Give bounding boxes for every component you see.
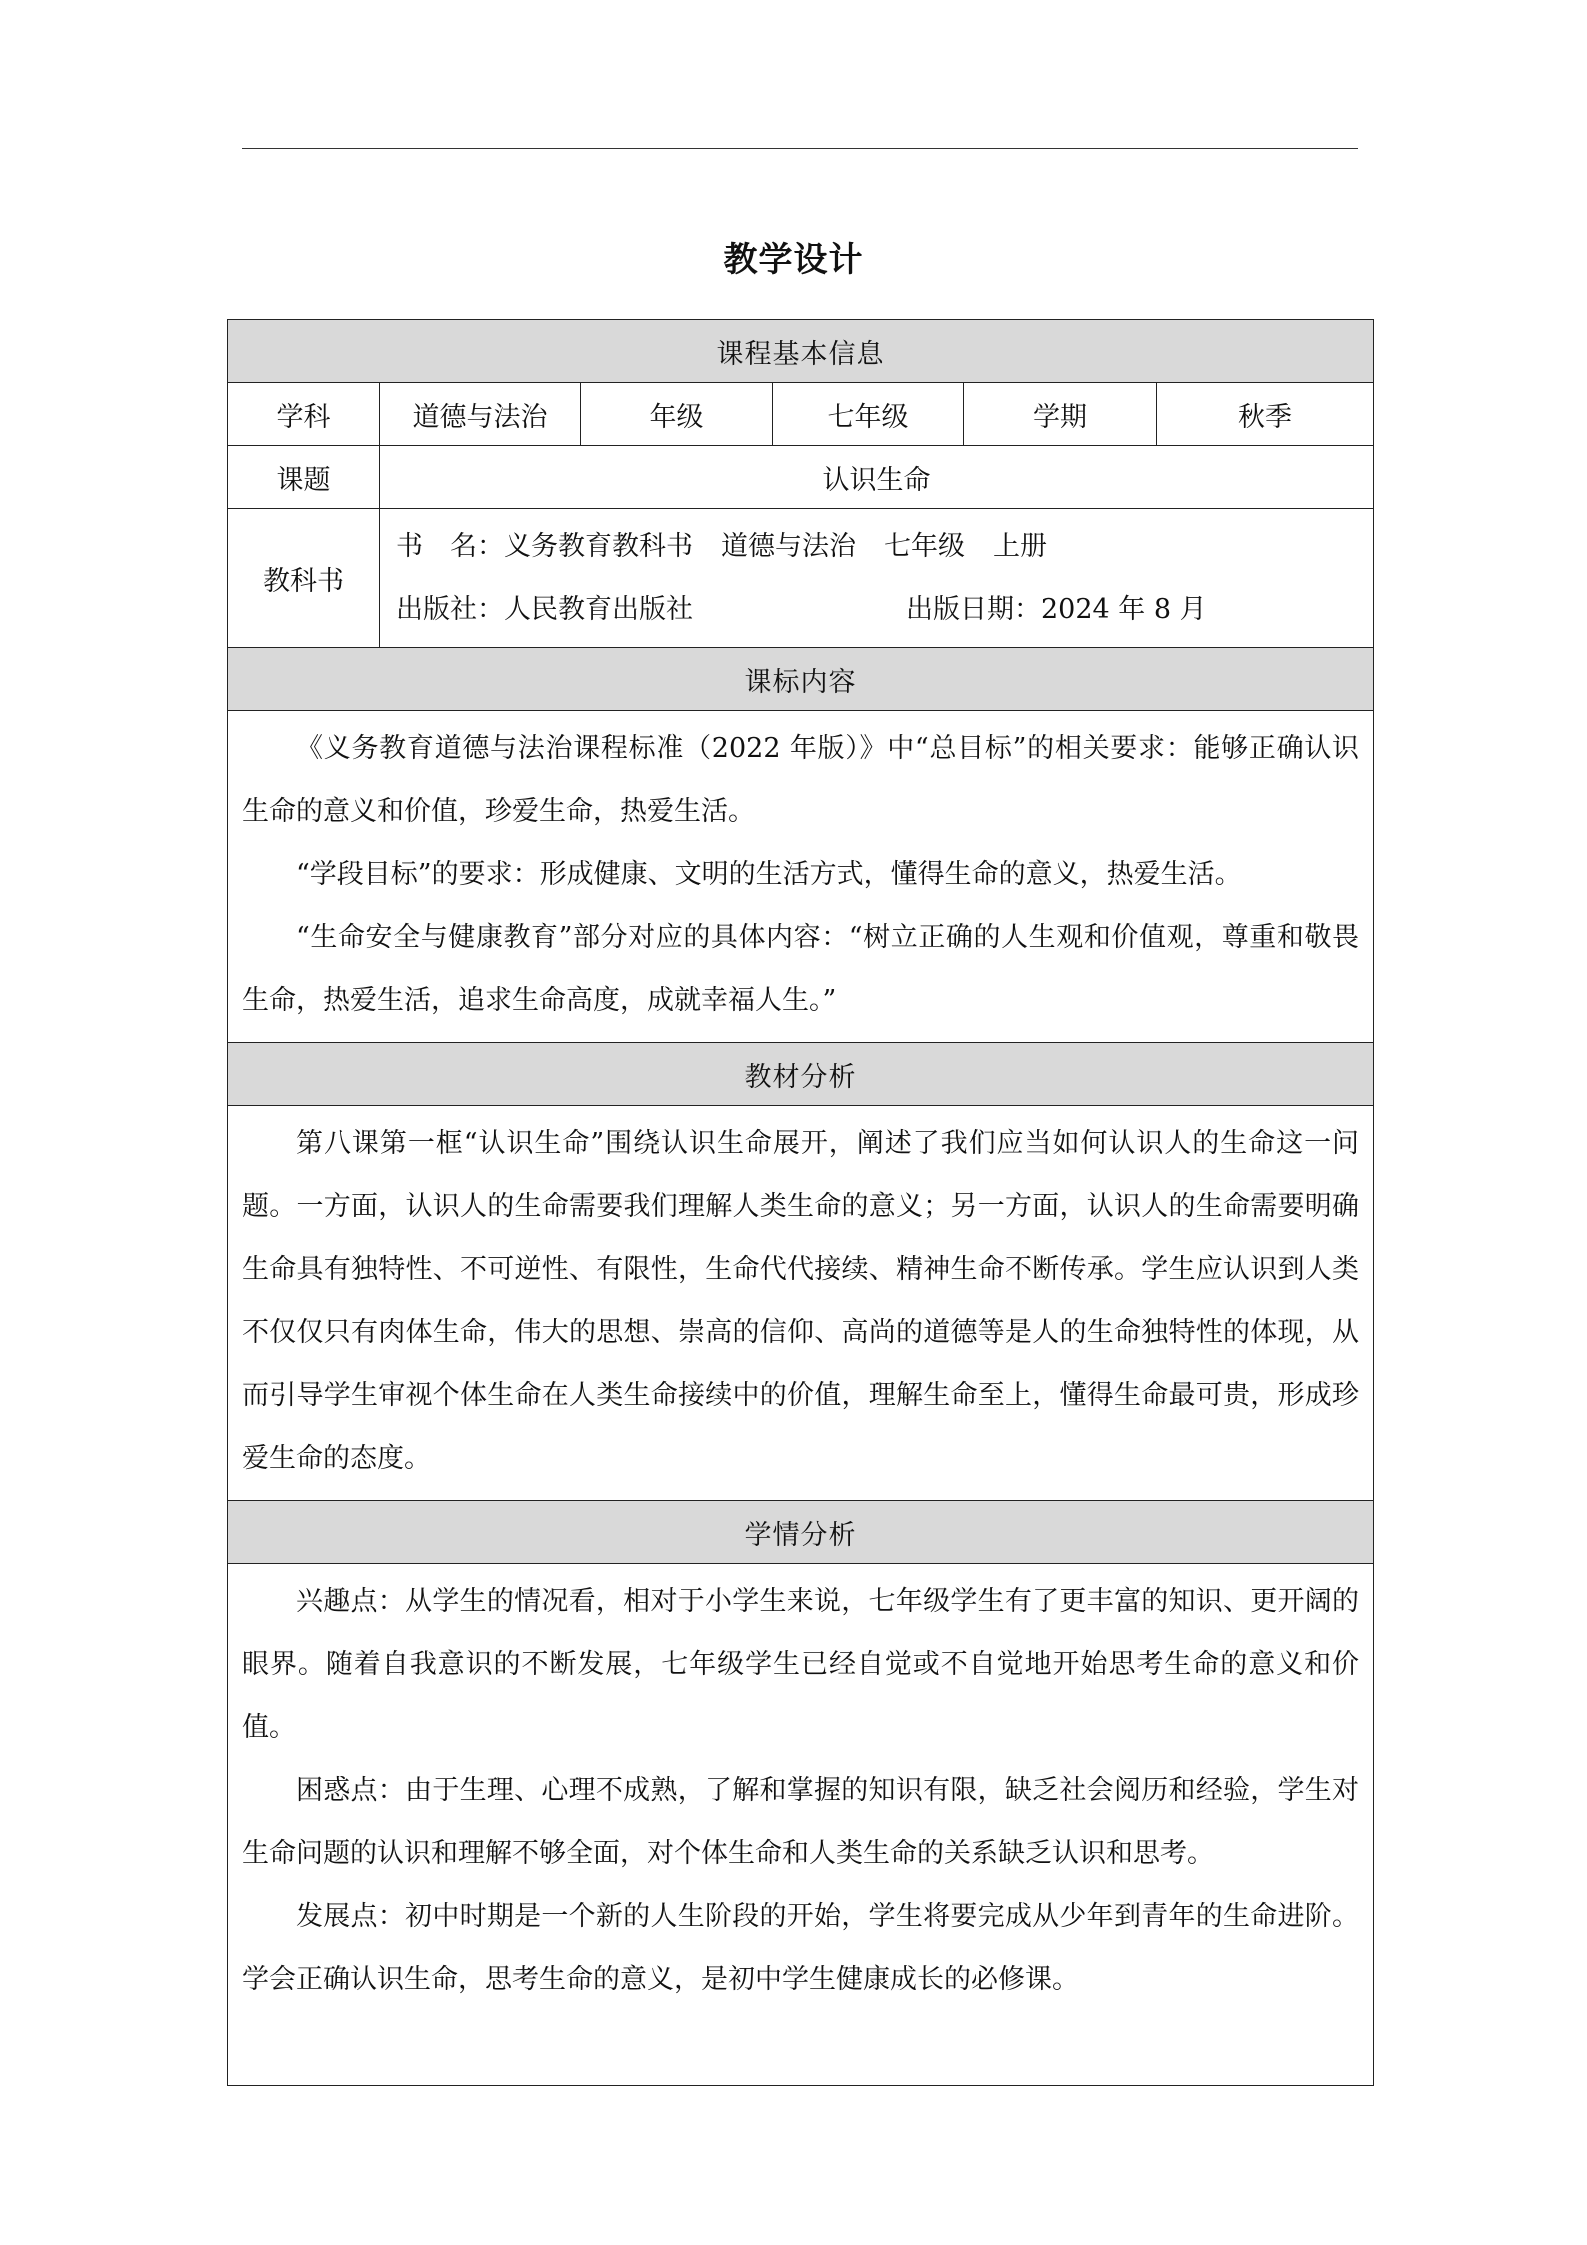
book-grade: 七年级 [884, 531, 965, 562]
development-paragraph: 发展点：初中时期是一个新的人生阶段的开始，学生将要完成从少年到青年的生命进阶。学会正确认识生命，思考生命的意义，是初中学生健康成长的必修课。 [242, 1901, 1360, 1995]
curriculum-standard-body-row [228, 711, 1374, 1043]
textbook-analysis-body-row [228, 1106, 1374, 1501]
grade-value: 七年级 [773, 383, 964, 446]
subject-value: 道德与法治 [380, 383, 581, 446]
pub-date-value: 2024 年 8 月 [1041, 594, 1207, 625]
publisher-value: 人民教育出版社 [504, 594, 693, 625]
curriculum-paragraph: “学段目标”的要求：形成健康、文明的生活方式，懂得生命的意义，热爱生活。 [296, 859, 1242, 890]
curriculum-paragraph: 《义务教育道德与法治课程标准（2022 年版）》中“总目标”的相关要求：能够正确认识生命的意义和价值，珍爱生命，热爱生活。 [242, 733, 1360, 827]
book-name-line [396, 515, 1357, 578]
textbook-label: 教科书 [228, 509, 380, 648]
subject-label: 学科 [228, 383, 380, 446]
textbook-analysis-content [228, 1106, 1374, 1501]
topic-value: 认识生命 [380, 446, 1374, 509]
section-title-textbook-analysis: 教材分析 [228, 1043, 1374, 1106]
blank-space [242, 2011, 1359, 2075]
textbook-analysis-paragraph: 第八课第一框“认识生命”围绕认识生命展开，阐述了我们应当如何认识人的生命这一问题。一方面，认识人的生命需要我们理解人类生命的意义；另一方面，认识人的生命需要明确生命具有独特性、不可逆性、有限性，生命代代接续、精神生命不断传承。学生应认识到人类不仅仅只有肉体生命，伟大的思想、崇高的信仰、高尚的道德等是人的生命独特性的体现，从而引导学生审视个体生命在人类生命接续中的价值，理解生命至上，懂得生命最可贵，形成珍爱生命的态度。 [242, 1128, 1360, 1474]
publisher-block [396, 578, 906, 641]
curriculum-standard-content [228, 711, 1374, 1043]
confusion-paragraph: 困惑点：由于生理、心理不成熟，了解和掌握的知识有限，缺乏社会阅历和经验，学生对生命问题的认识和理解不够全面，对个体生命和人类生命的关系缺乏认识和思考。 [242, 1775, 1360, 1869]
student-analysis-header-row [228, 1501, 1374, 1564]
textbook-row [228, 509, 1374, 648]
term-label: 学期 [964, 383, 1157, 446]
book-subject: 道德与法治 [721, 531, 856, 562]
section-title-curriculum-standard: 课标内容 [228, 648, 1374, 711]
header-rule [242, 148, 1358, 149]
grade-label: 年级 [581, 383, 773, 446]
topic-row [228, 446, 1374, 509]
book-name-label: 书 名： [396, 531, 504, 562]
book-series: 义务教育教科书 [504, 531, 693, 562]
course-basic-row [228, 383, 1374, 446]
section-title-course-info: 课程基本信息 [228, 320, 1374, 383]
topic-label: 课题 [228, 446, 380, 509]
curriculum-standard-header-row [228, 648, 1374, 711]
document-title: 教学设计 [723, 240, 864, 280]
interest-paragraph: 兴趣点：从学生的情况看，相对于小学生来说，七年级学生有了更丰富的知识、更开阔的眼界。随着自我意识的不断发展，七年级学生已经自觉或不自觉地开始思考生命的意义和价值。 [242, 1586, 1360, 1743]
publisher-line [396, 578, 1357, 641]
book-volume: 上册 [993, 531, 1047, 562]
textbook-details [380, 509, 1374, 648]
publisher-label: 出版社： [396, 594, 504, 625]
student-analysis-content [228, 1564, 1374, 2086]
term-value: 秋季 [1157, 383, 1374, 446]
curriculum-paragraph: “生命安全与健康教育”部分对应的具体内容：“树立正确的人生观和价值观，尊重和敬畏生命，热爱生活，追求生命高度，成就幸福人生。” [242, 922, 1360, 1016]
textbook-analysis-header-row [228, 1043, 1374, 1106]
pub-date-label: 出版日期： [906, 594, 1041, 625]
section-title-student-analysis: 学情分析 [228, 1501, 1374, 1564]
lesson-design-table [227, 319, 1374, 2086]
course-info-header-row [228, 320, 1374, 383]
student-analysis-body-row [228, 1564, 1374, 2086]
